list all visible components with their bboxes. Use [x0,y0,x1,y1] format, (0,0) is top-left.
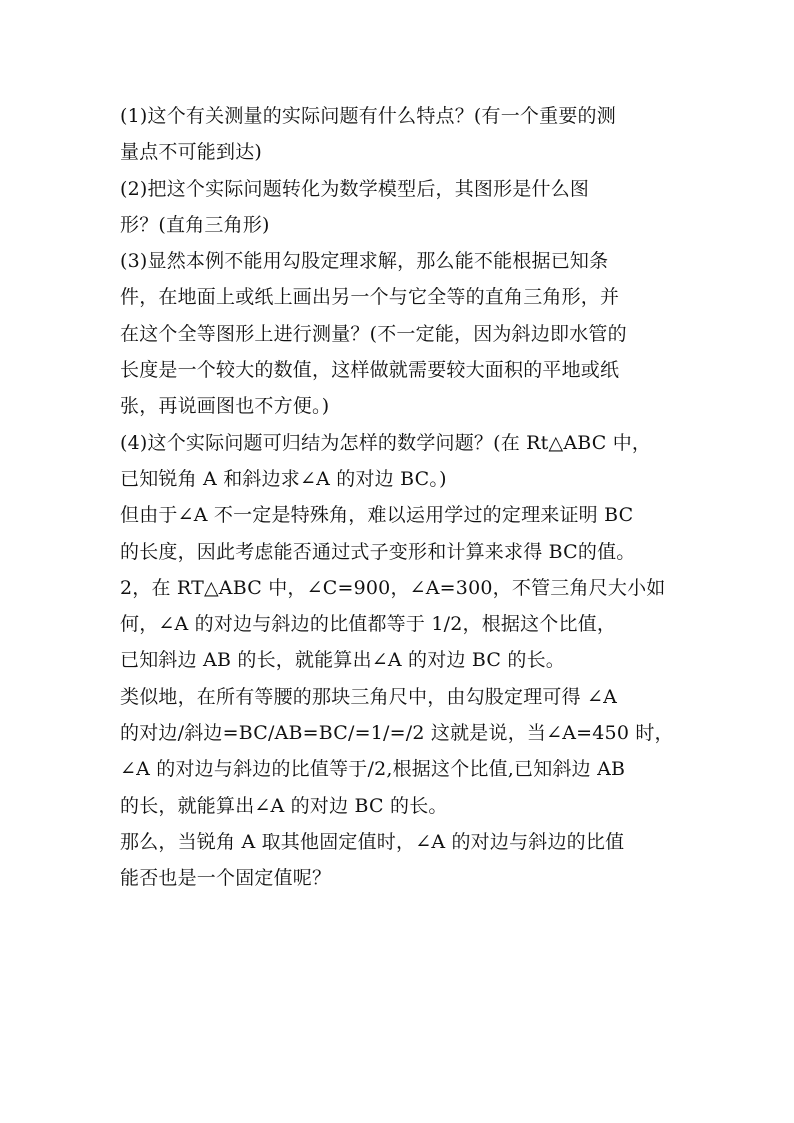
text-line: 形？(直角三角形) [120,213,270,236]
text-line: 但由于∠A 不一定是特殊角，难以运用学过的定理来证明 BC [120,504,634,527]
text-line: 的长度，因此考虑能否通过式子变形和计算来求得 BC的值。 [120,540,636,563]
text-line: (4)这个实际问题可归结为怎样的数学问题？(在 Rt△ABC 中， [120,431,652,454]
text-line: 能否也是一个固定值呢？ [120,867,332,890]
text-line: 长度是一个较大的数值，这样做就需要较大面积的平地或纸 [120,359,620,382]
text-line: 在这个全等图形上进行测量？(不一定能，因为斜边即水管的 [120,322,627,345]
text-line: (3)显然本例不能用勾股定理求解，那么能不能根据已知条 [120,250,609,273]
text-line: 已知斜边 AB 的长，就能算出∠A 的对边 BC 的长。 [120,649,565,672]
text-line: (1)这个有关测量的实际问题有什么特点？(有一个重要的测 [120,105,616,127]
text-line: ∠A 的对边与斜边的比值等于/2,根据这个比值,已知斜边 AB [120,758,626,781]
text-line: 那么，当锐角 A 取其他固定值时，∠A 的对边与斜边的比值 [120,830,625,853]
text-line: 量点不可能到达) [120,141,263,164]
paragraph-45-degree [120,679,700,824]
document-body [120,98,700,897]
text-line: (2)把这个实际问题转化为数学模型后，其图形是什么图 [120,177,590,200]
text-line: 的对边/斜边=BC/AB=BC/=1/=/2 这就是说，当∠A=450 时， [120,722,674,745]
paragraph-question-3 [120,243,700,424]
paragraph-30-degree [120,570,700,679]
text-line: 何，∠A 的对边与斜边的比值都等于 1/2，根据这个比值， [120,613,617,636]
text-line: 件，在地面上或纸上画出另一个与它全等的直角三角形，并 [120,286,620,309]
paragraph-question-2 [120,171,700,244]
text-line: 类似地，在所有等腰的那块三角尺中，由勾股定理可得 ∠A [120,685,618,708]
text-line: 的长，就能算出∠A 的对边 BC 的长。 [120,794,448,817]
paragraph-question-1 [120,98,700,171]
paragraph-question-4 [120,425,700,498]
text-line: 张，再说画图也不方便。) [120,395,330,418]
text-line: 已知锐角 A 和斜边求∠A 的对边 BC。) [120,467,447,490]
paragraph-special-angle [120,497,700,570]
text-line: 2，在 RT△ABC 中，∠C=900，∠A=300，不管三角尺大小如 [120,576,666,599]
paragraph-conclusion [120,824,700,897]
